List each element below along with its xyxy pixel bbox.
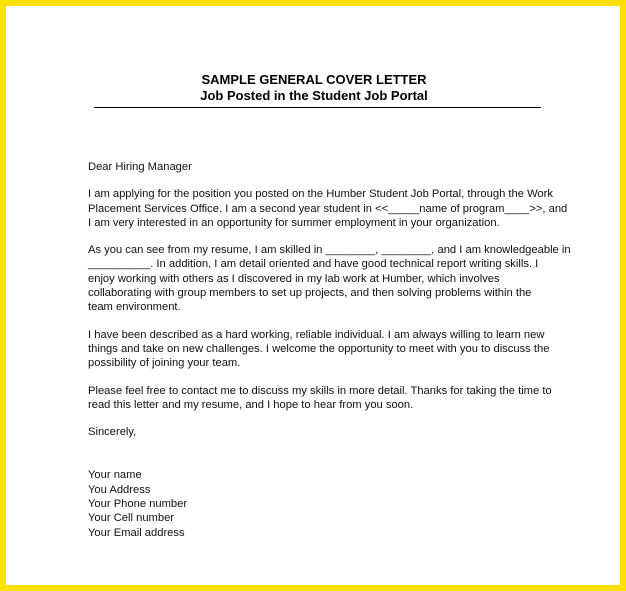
paragraph-4: [88, 384, 552, 413]
paragraph-line: __________. In addition, I am detail oriented and have good technical report writing skills. I: [88, 258, 539, 271]
spacer: [88, 439, 546, 455]
paragraph-line: read this letter and my resume, and I hope to hear from you soon.: [88, 398, 414, 411]
paragraph-line: things and take on new challenges. I welcome the opportunity to meet with you to discuss the: [88, 342, 550, 355]
spacer: [88, 174, 546, 187]
paragraph-line: I have been described as a hard working, reliable individual. I am always willing to learn new: [88, 328, 545, 341]
signature-address: You Address: [88, 483, 151, 496]
paragraph-line: team environment.: [88, 301, 181, 314]
spacer: [88, 371, 546, 384]
salutation: Dear Hiring Manager: [88, 161, 192, 173]
signature-cell: Your Cell number: [88, 512, 175, 525]
title-divider: [94, 107, 541, 108]
paragraph-3: [88, 328, 550, 371]
signature-name: Your name: [88, 469, 142, 482]
paragraph-line: enjoy working with others as I discovered in my lab work at Humber, which involves: [88, 272, 500, 285]
letter-page: [6, 6, 620, 585]
page-subtitle: Job Posted in the Student Job Portal: [200, 88, 428, 103]
paragraph-line: collaborating with group members to set up projects, and then solving problems within the: [88, 287, 532, 300]
spacer: [88, 230, 546, 243]
paragraph-2: [88, 243, 571, 314]
title-block: [88, 72, 540, 104]
paragraph-line: Please feel free to contact me to discuss my skills in more detail. Thanks for taking the time to: [88, 384, 552, 397]
signature-email: Your Email address: [88, 526, 185, 539]
signature-block: [88, 468, 546, 539]
paragraph-1: [88, 187, 568, 230]
paragraph-line: I am very interested in an opportunity for summer employment in your organization.: [88, 216, 500, 229]
paragraph-line: Placement Services Office. I am a second year student in <<_____name of program____>>, and: [88, 202, 568, 215]
paragraph-line: I am applying for the position you posted on the Humber Student Job Portal, through the Work: [88, 188, 553, 201]
page-title: SAMPLE GENERAL COVER LETTER: [201, 72, 427, 87]
closing: Sincerely,: [88, 426, 137, 439]
paragraph-line: As you can see from my resume, I am skilled in ________, ________, and I am knowledgeable in: [88, 244, 571, 257]
spacer: [88, 412, 546, 425]
spacer: [88, 455, 546, 468]
spacer: [88, 315, 546, 328]
signature-phone: Your Phone number: [88, 498, 188, 511]
paragraph-line: possibility of joining your team.: [88, 357, 241, 370]
letter-body: [88, 160, 571, 540]
